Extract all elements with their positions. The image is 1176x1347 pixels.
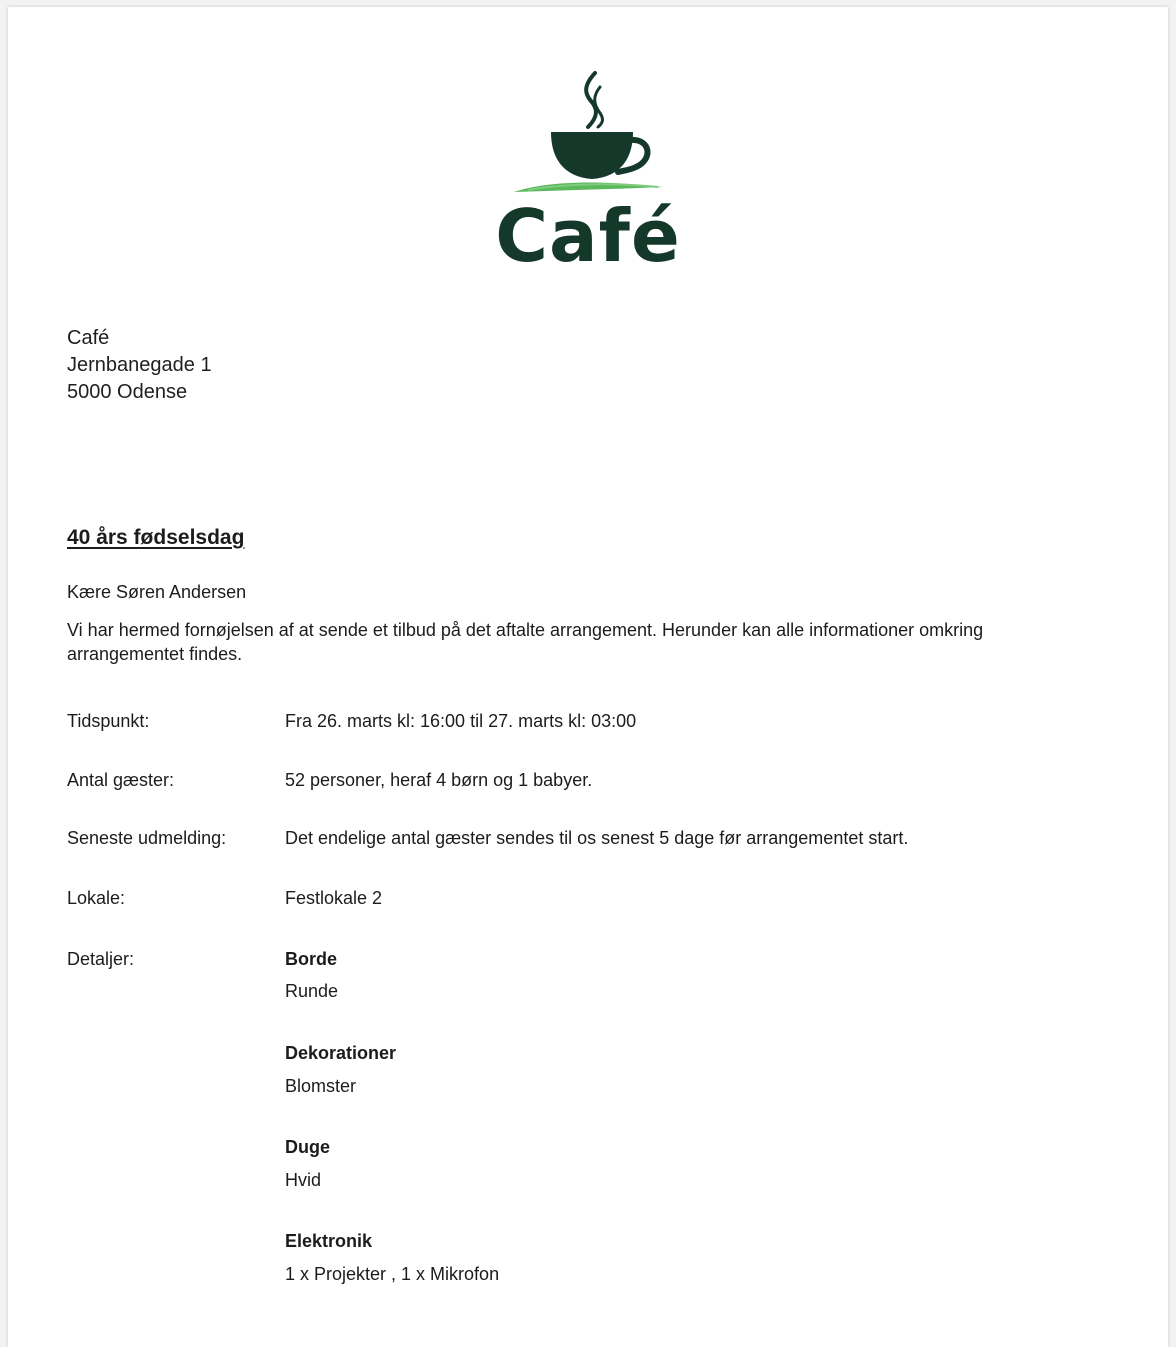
- logo-wordmark: Café: [495, 194, 681, 278]
- address-name: Café: [67, 327, 110, 349]
- deadline-label: Seneste udmelding:: [67, 828, 227, 848]
- guests-value: 52 personer, heraf 4 børn og 1 babyer.: [285, 770, 593, 790]
- time-value: Fra 26. marts kl: 16:00 til 27. marts kl: 03:00: [285, 711, 637, 731]
- detail-value-duge: Hvid: [285, 1170, 322, 1190]
- detail-value-dekorationer: Blomster: [285, 1076, 357, 1096]
- detail-title-elektronik: Elektronik: [285, 1231, 373, 1251]
- cafe-logo: [8, 7, 1168, 287]
- detail-title-borde: Borde: [285, 949, 338, 969]
- time-label: Tidspunkt:: [67, 711, 150, 731]
- venue-label: Lokale:: [67, 888, 126, 908]
- detail-title-duge: Duge: [285, 1137, 330, 1157]
- deadline-value: Det endelige antal gæster sendes til os senest 5 dage før arrangementet start.: [285, 828, 909, 848]
- letter-greeting: Kære Søren Andersen: [67, 582, 247, 602]
- document-page: [8, 7, 1168, 1347]
- sender-address: [67, 325, 212, 406]
- detail-value-elektronik: 1 x Projekter , 1 x Mikrofon: [285, 1264, 500, 1284]
- address-street: Jernbanegade 1: [67, 354, 212, 376]
- letter-subject: 40 års fødselsdag: [67, 526, 245, 549]
- detail-value-borde: Runde: [285, 981, 339, 1001]
- guests-label: Antal gæster:: [67, 770, 175, 790]
- venue-value: Festlokale 2: [285, 888, 383, 908]
- letter-intro: Vi har hermed fornøjelsen af at sende et tilbud på det aftalte arrangement. Herunder kan alle informationer omkring arrangementet findes.: [67, 620, 984, 664]
- address-city: 5000 Odense: [67, 381, 188, 403]
- details-label: Detaljer:: [67, 949, 135, 969]
- detail-title-dekorationer: Dekorationer: [285, 1043, 397, 1063]
